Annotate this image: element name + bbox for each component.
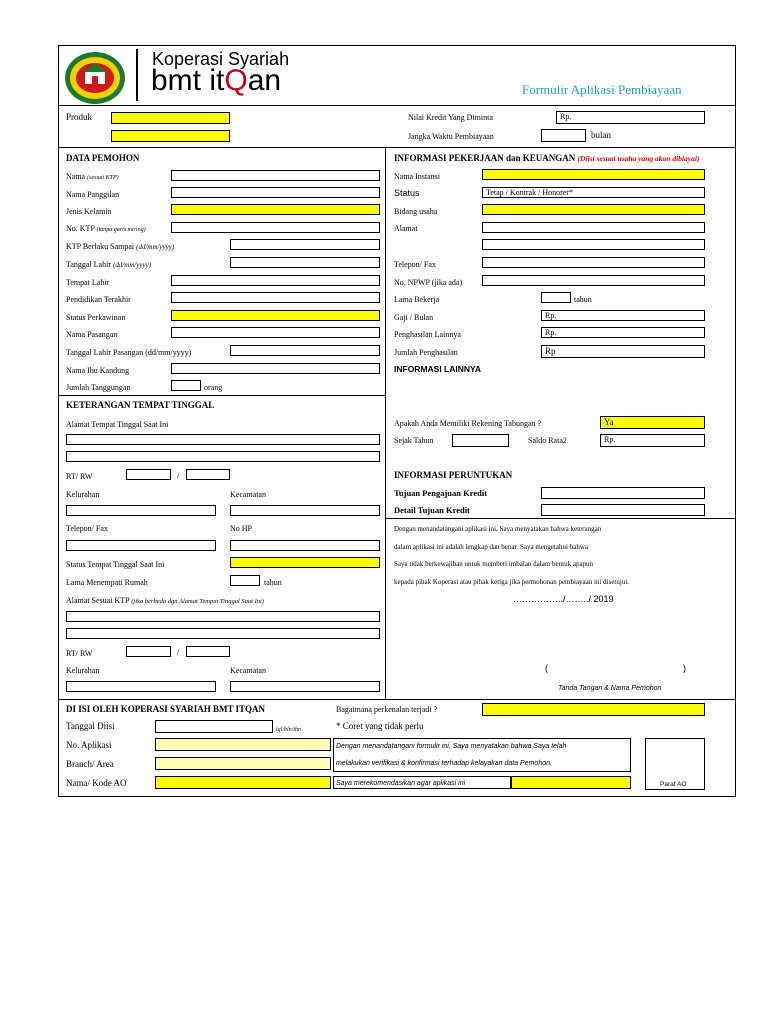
lama-menempati-unit: tahun <box>264 578 282 587</box>
nama-ao-field[interactable] <box>155 776 331 789</box>
rt-field[interactable] <box>126 469 171 480</box>
nama-panggilan-field[interactable] <box>171 187 380 198</box>
alamat-tinggal-field-1[interactable] <box>66 434 380 445</box>
tgl-lahir-pasangan-field[interactable] <box>230 345 380 356</box>
kecamatan-label: Kecamatan <box>230 490 266 499</box>
gaji-label: Gaji / Bulan <box>394 313 434 322</box>
saldo-field[interactable]: Rp. <box>600 434 705 447</box>
jangka-waktu-field[interactable] <box>541 129 586 142</box>
telepon-field[interactable] <box>66 540 216 551</box>
tempat-lahir-field[interactable] <box>171 275 380 286</box>
kecamatan-ktp-label: Kecamatan <box>230 666 266 675</box>
ibu-kandung-label: Nama Ibu Kandung <box>66 366 130 375</box>
tempat-tinggal-title: KETERANGAN TEMPAT TINGGAL <box>66 400 215 410</box>
perkenalan-label: Bagaimana perkenalan terjadi ? <box>336 705 438 714</box>
no-hp-field[interactable] <box>230 540 380 551</box>
ibu-kandung-field[interactable] <box>171 363 380 374</box>
alamat-ktp-field-2[interactable] <box>66 628 380 639</box>
nilai-kredit-label: Nilai Kredit Yang Diminta <box>408 113 493 122</box>
signature-paren-close: ) <box>683 663 686 673</box>
alamat-kerja-label: Alamat <box>394 224 418 233</box>
branch-area-label: Branch/ Area <box>66 759 114 769</box>
tujuan-kredit-label: Tujuan Pengajuan Kredit <box>394 488 488 498</box>
status-tinggal-label: Status Tempat Tinggal Saat Ini <box>66 560 165 569</box>
rw-field[interactable] <box>186 469 230 480</box>
nama-pasangan-label: Nama Pasangan <box>66 330 118 339</box>
nama-ao-label: Nama/ Kode AO <box>66 778 127 788</box>
alamat-kerja-field-2[interactable] <box>482 239 705 250</box>
rt-rw-label: RT/ RW <box>66 472 93 481</box>
tgl-lahir-pasangan-label: Tanggal Lahir Pasangan (dd/mm/yyyy) <box>66 348 192 357</box>
nilai-kredit-field[interactable]: Rp. <box>556 111 705 124</box>
telepon-kerja-field[interactable] <box>482 257 705 268</box>
kecamatan-ktp-field[interactable] <box>230 681 380 692</box>
jumlah-penghasilan-label: Jumlah Penghasilan <box>394 348 458 357</box>
pendidikan-field[interactable] <box>171 292 380 303</box>
nama-label: Nama (sesuai KTP) <box>66 172 119 181</box>
alamat-tinggal-field-2[interactable] <box>66 451 380 462</box>
kelurahan-label: Kelurahan <box>66 490 100 499</box>
rekomendasi-text: Saya merekomendasikan agar aplikasi ini <box>336 780 466 787</box>
jumlah-tanggungan-label: Jumlah Tanggungan <box>66 383 131 392</box>
koperasi-divider <box>58 699 735 700</box>
produk-field-1[interactable] <box>111 112 230 124</box>
bidang-usaha-field[interactable] <box>482 204 705 215</box>
jumlah-penghasilan-field[interactable]: Rp <box>541 345 705 358</box>
pernyataan-line-3: Saya tidak berkewajiban untuk memberi imbalan dalam bentuk apapun <box>394 560 594 568</box>
brand-part-1: bmt it <box>151 64 225 97</box>
signature-label: Tanda Tangan & Nama Pemohon <box>558 685 662 692</box>
saldo-label: Saldo Rata2 <box>528 436 567 445</box>
ktp-berlaku-label: KTP Berlaku Sampai (dd/mm/yyyy) <box>66 242 175 251</box>
tanggal-diisi-note: tgl/bln/thn <box>276 727 302 733</box>
logo-divider <box>136 49 138 101</box>
alamat-kerja-field-1[interactable] <box>482 222 705 233</box>
verifikasi-statement-box <box>333 738 631 772</box>
penghasilan-lain-label: Penghasilan Lainnya <box>394 330 461 339</box>
pekerjaan-title: INFORMASI PEKERJAAN dan KEUANGAN (Diisi sesuai usaha yang akan dibiayai) <box>394 153 700 163</box>
peruntukan-title: INFORMASI PERUNTUKAN <box>394 470 513 480</box>
status-kerja-label: Status <box>394 188 420 198</box>
coret-note: * Coret yang tidak perlu <box>336 721 424 731</box>
sejak-tahun-field[interactable] <box>452 434 509 447</box>
data-pemohon-title: DATA PEMOHON <box>66 153 140 163</box>
header-divider <box>58 105 735 106</box>
signature-paren-open: ( <box>545 663 548 673</box>
form-title: Formulir Aplikasi Pembiayaan <box>522 82 682 97</box>
brand-logo-text <box>151 65 281 97</box>
lama-bekerja-unit: tahun <box>574 295 592 304</box>
lama-menempati-label: Lama Menempati Rumah <box>66 578 148 587</box>
ktp-berlaku-field[interactable] <box>230 239 380 250</box>
kecamatan-field[interactable] <box>230 505 380 516</box>
rw-ktp-field[interactable] <box>186 646 230 657</box>
telepon-kerja-label: Telepon/ Fax <box>394 260 436 269</box>
peruntukan-divider <box>385 518 735 519</box>
telepon-label: Telepon/ Fax <box>66 524 108 533</box>
lama-bekerja-field[interactable] <box>541 292 571 303</box>
rt-ktp-field[interactable] <box>126 646 171 657</box>
alamat-tinggal-label: Alamat Tempat Tinggal Saat Ini <box>66 420 169 429</box>
tempat-lahir-label: Tempat Lahir <box>66 278 110 287</box>
alamat-ktp-field-1[interactable] <box>66 611 380 622</box>
kelurahan-ktp-field[interactable] <box>66 681 216 692</box>
tujuan-kredit-field[interactable] <box>541 487 705 499</box>
penghasilan-lain-field[interactable]: Rp. <box>541 327 705 338</box>
pernyataan-line-1: Dengan menandatangani aplikasi ini, Saya menyatakan bahwa keterangan <box>394 525 602 533</box>
detail-kredit-label: Detail Tujuan Kredit <box>394 505 470 515</box>
produk-label: Produk <box>66 112 93 122</box>
no-aplikasi-label: No. Aplikasi <box>66 740 112 750</box>
rt-rw-slash: / <box>177 471 180 480</box>
top-divider <box>58 147 735 148</box>
tanggal-lahir-field[interactable] <box>230 257 380 268</box>
nama-field[interactable] <box>171 170 380 181</box>
jangka-waktu-unit: bulan <box>591 130 611 140</box>
cooperative-logo <box>63 50 127 106</box>
jumlah-tanggungan-field[interactable] <box>171 380 201 391</box>
branch-area-field[interactable] <box>155 757 331 770</box>
verifikasi-statement-1: Dengan menandatangani formulir ini, Saya menyatakan bahwa Saya telah <box>336 743 567 750</box>
rekomendasi-field[interactable] <box>511 776 631 789</box>
npwp-label: No. NPWP (jika ada) <box>394 278 463 287</box>
no-ktp-label: No. KTP (tanpa garis miring) <box>66 224 146 233</box>
tanggal-lahir-label: Tanggal Lahir (dd/mm/yyyy) <box>66 260 152 269</box>
jenis-kelamin-label: Jenis Kelamin <box>66 207 112 216</box>
nama-instansi-label: Nama Instansi <box>394 172 440 181</box>
jumlah-tanggungan-unit: orang <box>204 383 223 392</box>
brand-part-2: Q <box>224 64 248 97</box>
nama-panggilan-label: Nama Panggilan <box>66 190 120 199</box>
info-lainnya-title: INFORMASI LAINNYA <box>394 364 482 374</box>
center-divider <box>385 147 386 699</box>
produk-field-2[interactable] <box>111 130 230 142</box>
kelurahan-field[interactable] <box>66 505 216 516</box>
pernyataan-line-2: dalam aplikasi ini adalah lengkap dan benar. Saya mengetahui bahwa <box>394 543 588 551</box>
sejak-tahun-label: Sejak Tahun <box>394 436 434 445</box>
alamat-ktp-label: Alamat Sesuai KTP (jika berbeda dgn Alamat Tempat Tinggal Saat Ini) <box>66 596 264 605</box>
nama-pasangan-field[interactable] <box>171 327 380 338</box>
paraf-ao-label: Paraf AO <box>660 781 687 788</box>
org-name: Koperasi Syariah <box>152 49 290 69</box>
pendidikan-label: Pendidikan Terakhir <box>66 295 131 304</box>
rt-rw-ktp-label: RT/ RW <box>66 649 93 658</box>
rekening-field[interactable]: Ya <box>600 416 705 429</box>
rt-rw-ktp-slash: / <box>177 648 180 657</box>
status-perkawinan-field[interactable] <box>171 310 380 321</box>
jenis-kelamin-field[interactable] <box>171 204 380 215</box>
brand-part-3: an <box>247 64 282 97</box>
gaji-field[interactable]: Rp. <box>541 310 705 321</box>
pernyataan-line-4: kepada pihak Koperasi atau pihak ketiga jika permohonan pembiayaan ini disetujui. <box>394 578 630 586</box>
lama-menempati-field[interactable] <box>230 575 260 586</box>
no-aplikasi-field[interactable] <box>155 738 331 751</box>
status-kerja-field[interactable]: Tetap / Kontrak / Honorer* <box>482 187 705 198</box>
perkenalan-field[interactable] <box>482 703 705 716</box>
jangka-waktu-label: Jangka Waktu Pembiayaan <box>408 132 494 141</box>
status-perkawinan-label: Status Perkawinan <box>66 313 126 322</box>
kelurahan-ktp-label: Kelurahan <box>66 666 100 675</box>
rekomendasi-box <box>333 776 511 789</box>
rekening-label: Apakah Anda Memiliki Rekening Tabungan ? <box>394 419 542 428</box>
koperasi-title: DI ISI OLEH KOPERASI SYARIAH BMT ITQAN <box>66 704 266 714</box>
status-tinggal-field[interactable] <box>230 557 380 568</box>
pemohon-divider <box>58 395 385 396</box>
lama-bekerja-label: Lama Bekerja <box>394 295 440 304</box>
pernyataan-date: ……………../……../ 2019 <box>513 594 614 604</box>
no-hp-label: No HP <box>230 524 253 533</box>
no-ktp-field[interactable] <box>171 222 380 233</box>
npwp-field[interactable] <box>482 275 705 286</box>
detail-kredit-field[interactable] <box>541 504 705 516</box>
tanggal-diisi-label: Tanggal Diisi <box>66 721 115 731</box>
bidang-usaha-label: Bidang usaha <box>394 207 438 216</box>
nama-instansi-field[interactable] <box>482 169 705 180</box>
verifikasi-statement-2: melakukan verifikasi & konfirmasi terhadap kelayakan data Pemohon. <box>336 760 552 767</box>
tanggal-diisi-field[interactable] <box>155 720 273 733</box>
